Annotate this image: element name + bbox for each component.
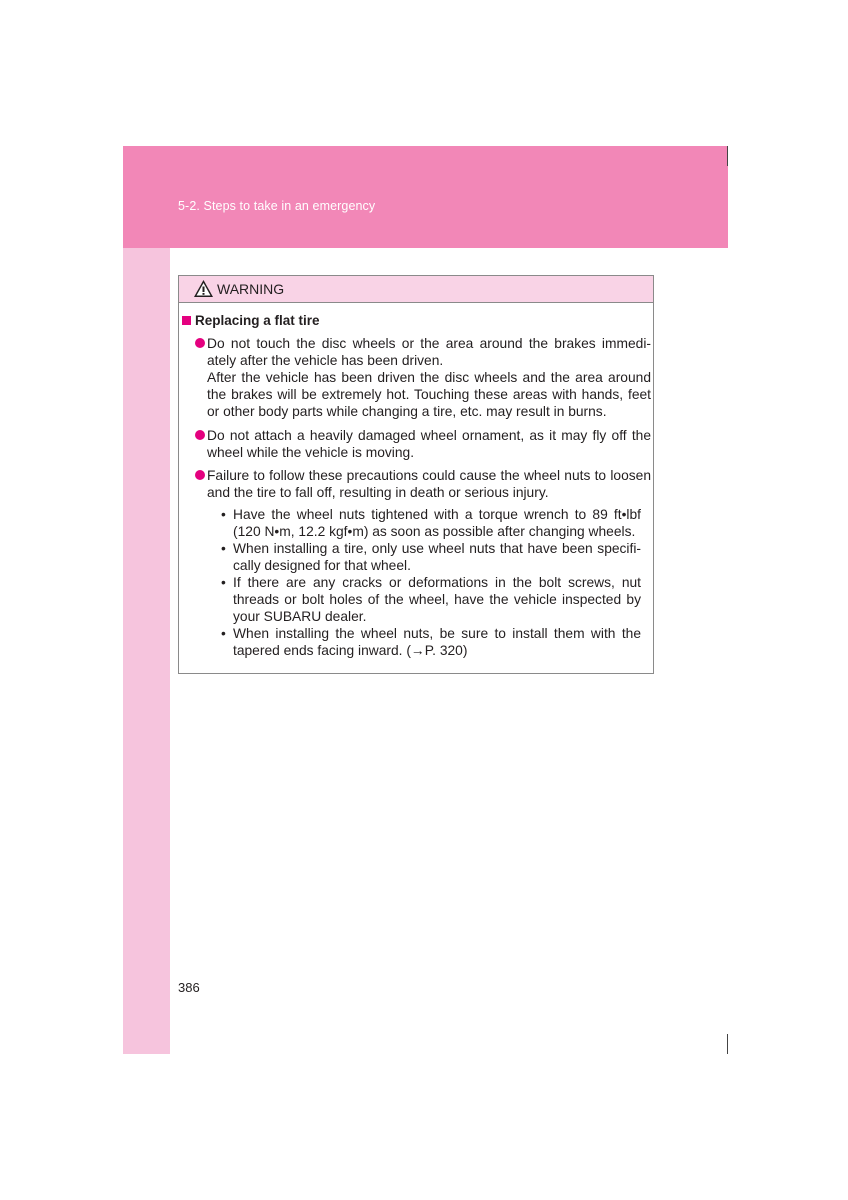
square-bullet-icon <box>182 316 191 325</box>
side-strip <box>123 146 170 1054</box>
warning-sub-item: • Have the wheel nuts tightened with a torque wrench to 89 ft•lbf (120 N•m, 12.2 kgf•m) as soon as possible after changing wheels. <box>221 507 641 539</box>
bullet-text: Do not attach a heavily damaged wheel ornament, as it may fly off the wheel while the vehicle is moving. <box>207 428 651 460</box>
warning-sub-heading <box>182 313 320 328</box>
warning-heading-text: Replacing a flat tire <box>195 313 320 328</box>
header-band <box>123 146 728 248</box>
page-number: 386 <box>178 980 200 995</box>
sub-item-text: Have the wheel nuts tightened with a torque wrench to 89 ft•lbf (120 N•m, 12.2 kgf•m) as soon as possible after changing wheels. <box>233 507 641 539</box>
section-title: 5-2. Steps to take in an emergency <box>178 199 376 213</box>
warning-sub-item: • When installing the wheel nuts, be sure to install them with the tapered ends facing inward. (→P. 320) <box>221 626 641 658</box>
warning-sub-item: • If there are any cracks or deformations in the bolt screws, nut threads or bolt holes of the wheel, have the vehicle inspected by your SUBARU dealer. <box>221 575 641 624</box>
warning-header <box>179 276 653 303</box>
crop-mark-bottom <box>727 1034 728 1054</box>
bullet-text: Failure to follow these precautions could cause the wheel nuts to loosen and the tire to fall off, resulting in death or serious injury. <box>207 468 651 500</box>
warning-bullet <box>195 335 651 420</box>
warning-triangle-icon <box>193 279 214 298</box>
bullet-dot-icon <box>195 470 205 480</box>
warning-label: WARNING <box>217 281 285 297</box>
bullet-text: Do not touch the disc wheels or the area around the brakes immedi-ately after the vehicle has been driven. <box>207 336 651 368</box>
crop-mark-top <box>727 146 728 166</box>
sub-item-text: If there are any cracks or deformations in the bolt screws, nut threads or bolt holes of the wheel, have the vehicle inspected by your SUBARU dealer. <box>233 575 641 624</box>
bullet-text-continued: After the vehicle has been driven the disc wheels and the area around the brakes will be extremely hot. Touching these areas with hands, feet or other body parts while changing a tire, etc. may result in burns. <box>207 370 651 419</box>
bullet-dot-icon <box>195 430 205 440</box>
bullet-dot-icon <box>195 338 205 348</box>
warning-bullet <box>195 467 651 501</box>
warning-box <box>178 275 654 674</box>
warning-sub-item: • When installing a tire, only use wheel nuts that have been specifi-cally designed for that wheel. <box>221 541 641 573</box>
warning-bullet <box>195 427 651 461</box>
sub-item-text: When installing a tire, only use wheel nuts that have been specifi-cally designed for that wheel. <box>233 541 641 573</box>
sub-item-text: When installing the wheel nuts, be sure to install them with the tapered ends facing inward. (→P. 320) <box>233 626 641 658</box>
